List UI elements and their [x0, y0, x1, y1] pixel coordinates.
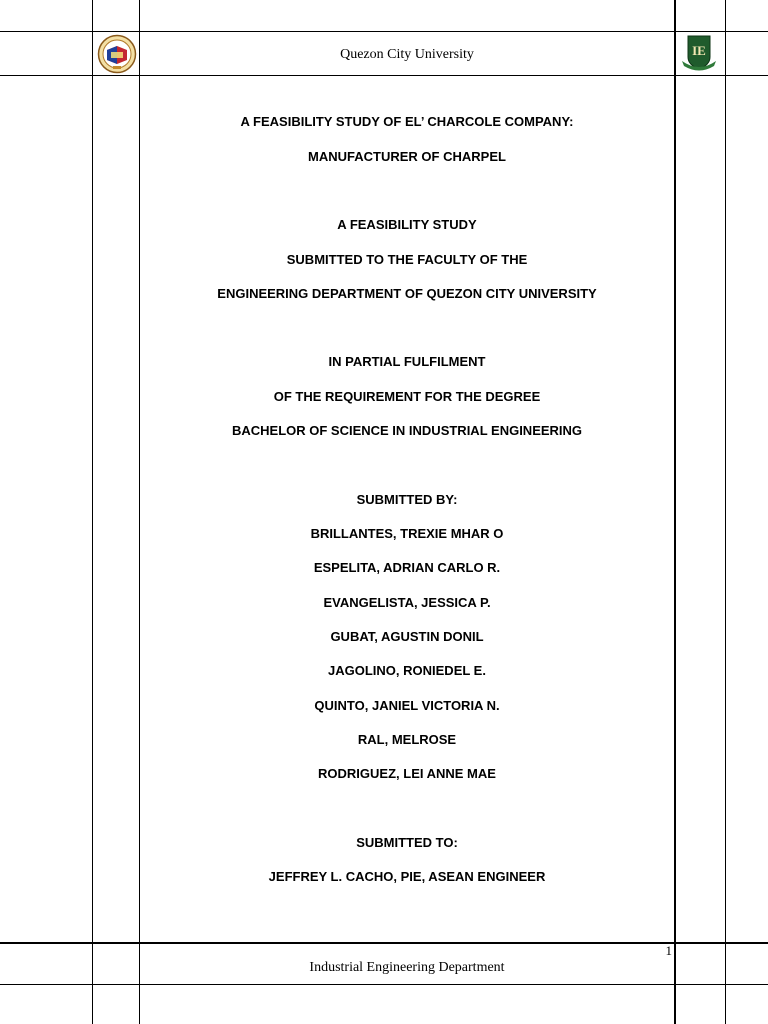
header-rule-top	[0, 31, 768, 32]
ie-shield-logo	[679, 33, 719, 75]
header-title: Quezon City University	[340, 47, 474, 62]
author-name: ESPELITA, ADRIAN CARLO R.	[313, 560, 501, 575]
study-title-line-2: MANUFACTURER OF CHARPEL	[308, 149, 506, 164]
study-title-line-1: A FEASIBILITY STUDY OF EL’ CHARCOLE COMPANY:	[240, 114, 574, 129]
author-name: RAL, MELROSE	[357, 732, 457, 747]
fulfilment-line-2: OF THE REQUIREMENT FOR THE DEGREE	[273, 389, 541, 404]
page-number: 1	[665, 943, 672, 958]
submitted-by-heading: SUBMITTED BY:	[356, 492, 458, 507]
submitted-to-heading: SUBMITTED TO:	[356, 835, 458, 850]
svg-text:IE: IE	[692, 43, 706, 58]
author-name: RODRIGUEZ, LEI ANNE MAE	[318, 766, 496, 781]
footer-rule-top	[0, 942, 768, 944]
qcu-seal-logo	[97, 34, 137, 74]
page-border-right-outer	[725, 0, 726, 1024]
adviser-name: JEFFREY L. CACHO, PIE, ASEAN ENGINEER	[268, 869, 546, 884]
footer-title: Industrial Engineering Department	[309, 960, 505, 975]
author-name: JAGOLINO, RONIEDEL E.	[328, 663, 486, 678]
page-border-left-outer	[92, 0, 93, 1024]
page-border-right-inner	[674, 0, 676, 1024]
author-name: QUINTO, JANIEL VICTORIA N.	[314, 698, 500, 713]
footer-rule-bottom	[0, 984, 768, 985]
submission-line-1: A FEASIBILITY STUDY	[337, 217, 477, 232]
author-name: GUBAT, AGUSTIN DONIL	[330, 629, 484, 644]
author-name: BRILLANTES, TREXIE MHAR O	[310, 526, 504, 541]
fulfilment-line-1: IN PARTIAL FULFILMENT	[328, 354, 486, 369]
submission-line-3: ENGINEERING DEPARTMENT OF QUEZON CITY UNIVERSITY	[217, 286, 597, 301]
degree-line: BACHELOR OF SCIENCE IN INDUSTRIAL ENGINEERING	[231, 423, 583, 438]
header-rule-bottom	[0, 75, 768, 76]
author-name: EVANGELISTA, JESSICA P.	[323, 595, 491, 610]
submission-line-2: SUBMITTED TO THE FACULTY OF THE	[286, 252, 528, 267]
